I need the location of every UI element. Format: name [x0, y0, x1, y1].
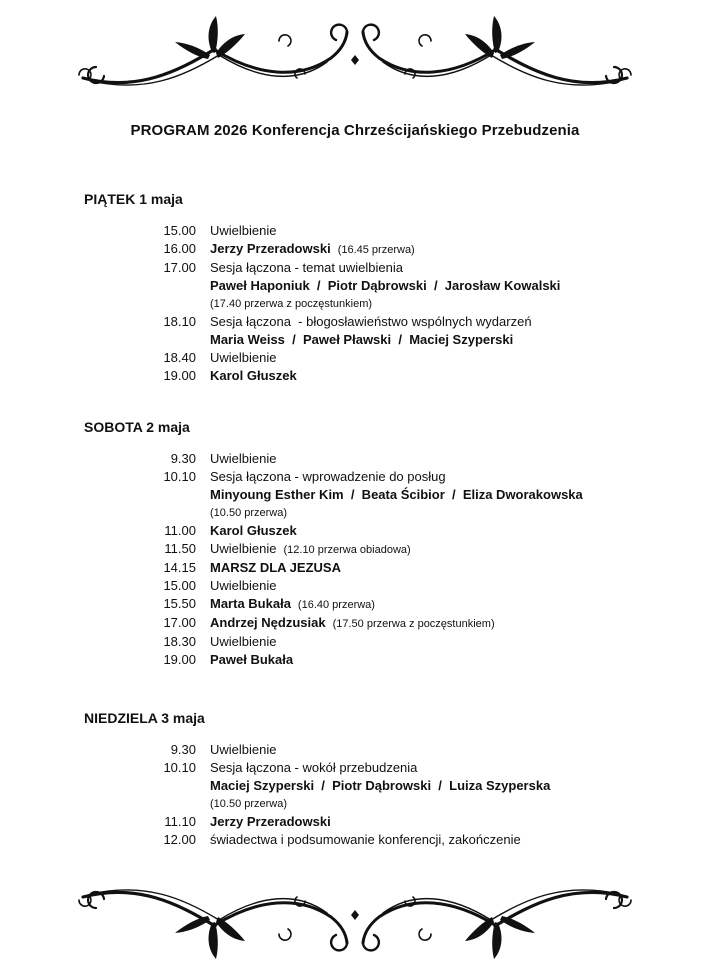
event-title: Uwielbienie	[210, 350, 277, 365]
speakers-list: Minyoung Esther Kim / Beata Ścibior / Eliza Dworakowska	[210, 487, 583, 502]
event-title: Sesja łączona - wokół przebudzenia	[210, 760, 418, 775]
schedule-row	[84, 349, 710, 367]
schedule-row	[84, 831, 710, 849]
schedule-row	[84, 259, 710, 277]
schedule-row	[84, 504, 710, 522]
event-time: 15.00	[163, 578, 196, 593]
schedule-row	[84, 795, 710, 813]
event-time: 11.00	[164, 523, 196, 538]
schedule-row	[84, 295, 710, 313]
day-section-saturday	[84, 418, 710, 669]
bottom-ornament	[0, 875, 710, 959]
schedule-row	[84, 741, 710, 759]
break-note: (10.50 przerwa)	[210, 798, 288, 810]
schedule-row	[84, 577, 710, 595]
schedule-row	[84, 777, 710, 795]
event-time: 16.00	[163, 241, 196, 256]
page-title: PROGRAM 2026 Konferencja Chrześcijańskiego Przebudzenia	[130, 122, 580, 139]
event-time: 11.10	[164, 814, 196, 829]
event-title: świadectwa i podsumowanie konferencji, zakończenie	[210, 832, 521, 847]
schedule-row	[84, 313, 710, 331]
speakers-list: Maciej Szyperski / Piotr Dąbrowski / Luiza Szyperska	[210, 778, 551, 793]
schedule-row	[84, 468, 710, 486]
schedule-row	[84, 759, 710, 777]
event-time: 9.30	[170, 451, 196, 466]
schedule-row	[84, 651, 710, 669]
speaker-name: Marta Bukała	[210, 596, 291, 611]
event-title: Sesja łączona - wprowadzenie do posług	[210, 469, 446, 484]
event-time: 19.00	[163, 652, 196, 667]
schedule-row	[84, 486, 710, 504]
schedule-row	[84, 450, 710, 468]
top-ornament	[0, 0, 710, 100]
schedule-row	[84, 331, 710, 349]
schedule-row	[84, 559, 710, 577]
schedule-row	[84, 614, 710, 633]
event-time: 12.00	[163, 832, 196, 847]
event-time: 15.50	[163, 596, 196, 611]
speaker-name: Andrzej Nędzusiak	[210, 615, 326, 630]
speaker-name: Paweł Bukała	[210, 652, 294, 667]
break-note: (17.50 przerwa z poczęstunkiem)	[332, 618, 495, 630]
schedule-row	[84, 522, 710, 540]
event-time: 18.10	[163, 314, 196, 329]
event-time: 18.40	[163, 350, 196, 365]
speaker-name: Karol Głuszek	[210, 368, 297, 383]
speaker-name: Karol Głuszek	[210, 523, 297, 538]
event-title: Uwielbienie	[210, 451, 277, 466]
day-section-sunday	[84, 709, 710, 849]
event-time: 10.10	[163, 760, 196, 775]
schedule-row	[84, 540, 710, 559]
event-time: 11.50	[164, 541, 196, 556]
speakers-list: Paweł Haponiuk / Piotr Dąbrowski / Jarosław Kowalski	[210, 278, 561, 293]
event-title: Uwielbienie	[210, 541, 277, 556]
event-time: 18.30	[163, 634, 196, 649]
event-time: 17.00	[163, 615, 196, 630]
event-title: Uwielbienie	[210, 742, 277, 757]
schedule-row	[84, 222, 710, 240]
day-heading: PIĄTEK 1 maja	[84, 191, 183, 207]
floral-flourish-icon	[65, 12, 645, 100]
schedule-row	[84, 367, 710, 385]
event-title: Uwielbienie	[210, 223, 277, 238]
event-title: Sesja łączona - błogosławieństwo wspólnych wydarzeń	[210, 314, 532, 329]
event-title: Uwielbienie	[210, 578, 277, 593]
day-heading: SOBOTA 2 maja	[84, 419, 190, 435]
break-note: (16.40 przerwa)	[297, 599, 375, 611]
event-time: 9.30	[170, 742, 196, 757]
schedule-row	[84, 813, 710, 831]
schedule-row	[84, 633, 710, 651]
day-heading: NIEDZIELA 3 maja	[84, 710, 205, 726]
schedule	[84, 450, 710, 669]
event-time: 17.00	[163, 260, 196, 275]
break-note: (12.10 przerwa obiadowa)	[283, 544, 411, 556]
speaker-name: Jerzy Przeradowski	[210, 241, 331, 256]
schedule	[84, 222, 710, 385]
speakers-list: Maria Weiss / Paweł Pławski / Maciej Szyperski	[210, 332, 514, 347]
schedule-row	[84, 240, 710, 259]
event-title: Sesja łączona - temat uwielbienia	[210, 260, 403, 275]
event-title: Uwielbienie	[210, 634, 277, 649]
break-note: (16.45 przerwa)	[337, 244, 415, 256]
speaker-name: Jerzy Przeradowski	[210, 814, 331, 829]
floral-flourish-mirrored-icon	[65, 875, 645, 959]
schedule	[84, 741, 710, 849]
event-time: 19.00	[163, 368, 196, 383]
day-section-friday	[84, 190, 710, 385]
break-note: (10.50 przerwa)	[210, 507, 288, 519]
event-time: 10.10	[163, 469, 196, 484]
event-time: 14.15	[163, 560, 196, 575]
break-note: (17.40 przerwa z poczęstunkiem)	[210, 298, 373, 310]
event-time: 15.00	[163, 223, 196, 238]
event-title: MARSZ DLA JEZUSA	[210, 560, 341, 575]
schedule-row	[84, 595, 710, 614]
schedule-row	[84, 277, 710, 295]
